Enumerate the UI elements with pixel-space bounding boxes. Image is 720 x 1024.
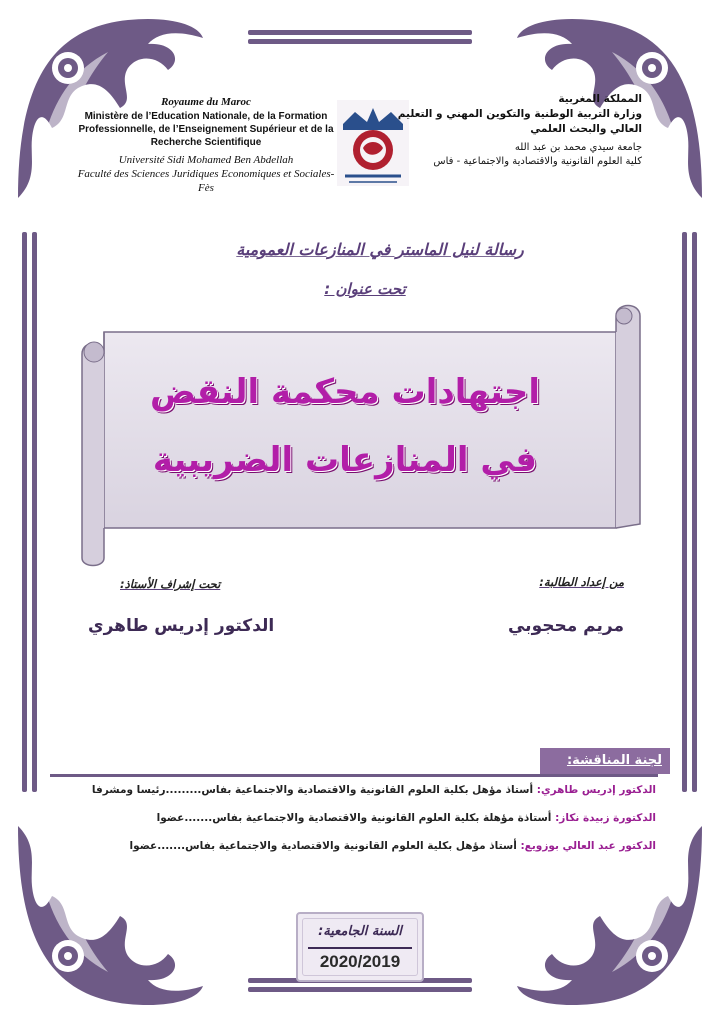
faculty-ar: كلية العلوم القانونية والاقتصادية والاجتماعية - فاس <box>433 156 642 167</box>
university-fr: Université Sidi Mohamed Ben Abdellah <box>118 154 294 166</box>
frame-bar-right <box>682 232 698 792</box>
ministry-fr: Ministère de l’Education Nationale, de la Formation Professionnelle, de l’Enseignement Supérieur et de la Recherche Scientifique <box>78 111 334 148</box>
committee-member-desc: أستاذ مؤهل بكلية العلوم القانونية والاقتصادية والاجتماعية بفاس.........رئيسا ومشرفا <box>91 784 537 796</box>
committee-member-name: الدكتور إدريس طاهري: <box>536 784 656 796</box>
thesis-subtitle-row <box>0 240 720 259</box>
academic-year-box <box>296 912 424 982</box>
supervisor-name: الدكتور إدريس طاهري <box>88 616 275 636</box>
prepared-by-label: من إعداد الطالبة: <box>539 575 624 589</box>
thesis-subtitle: رسالة لنيل الماستر في المنازعات العمومية <box>236 240 524 259</box>
committee-member-desc: أستاذة مؤهلة بكلية العلوم القانونية والاقتصادية والاجتماعية بفاس.......عضوا <box>156 812 556 824</box>
committee-divider <box>50 774 658 777</box>
header-french <box>70 96 342 195</box>
committee-member <box>92 784 656 796</box>
under-title-label: تحت عنوان : <box>324 280 406 298</box>
thesis-title-line-1: اجتهادات محكمة النقض <box>149 372 541 412</box>
committee-member-name: الدكتور عبد العالي بوزويع: <box>520 840 656 852</box>
kingdom-fr: Royaume du Maroc <box>161 96 251 108</box>
student-name: مريم محجوبي <box>507 616 624 636</box>
committee-member <box>130 840 656 852</box>
frame-bar-left <box>22 232 38 792</box>
committee-heading: لجنة المناقشة: <box>540 748 670 774</box>
academic-year-value: 2020/2019 <box>319 952 401 971</box>
ministry-ar: وزارة التربية الوطنية والتكوين المهني و التعليم العالي والبحث العلمي <box>397 108 642 135</box>
kingdom-ar: المملكة المغربية <box>558 93 642 105</box>
frame-bar-top <box>248 30 472 46</box>
committee-member-desc: أستاذ مؤهل بكلية العلوم القانونية والاقتصادية والاجتماعية بفاس.......عضوا <box>129 840 521 852</box>
academic-year-label: السنة الجامعية: <box>318 924 402 939</box>
thesis-title-line-2: في المنازعات الضريبية <box>152 440 538 480</box>
university-ar: جامعة سيدي محمد بن عبد الله <box>514 142 642 153</box>
supervised-by-label: تحت إشراف الأستاذ: <box>120 577 221 591</box>
header-arabic <box>392 92 642 169</box>
committee-member <box>157 812 656 824</box>
committee-member-name: الدكتورة زبيدة نكاز: <box>555 812 656 824</box>
faculty-fr: Faculté des Sciences Juridiques Economiques et Sociales-Fès <box>77 168 335 194</box>
title-scroll-banner <box>64 296 642 568</box>
